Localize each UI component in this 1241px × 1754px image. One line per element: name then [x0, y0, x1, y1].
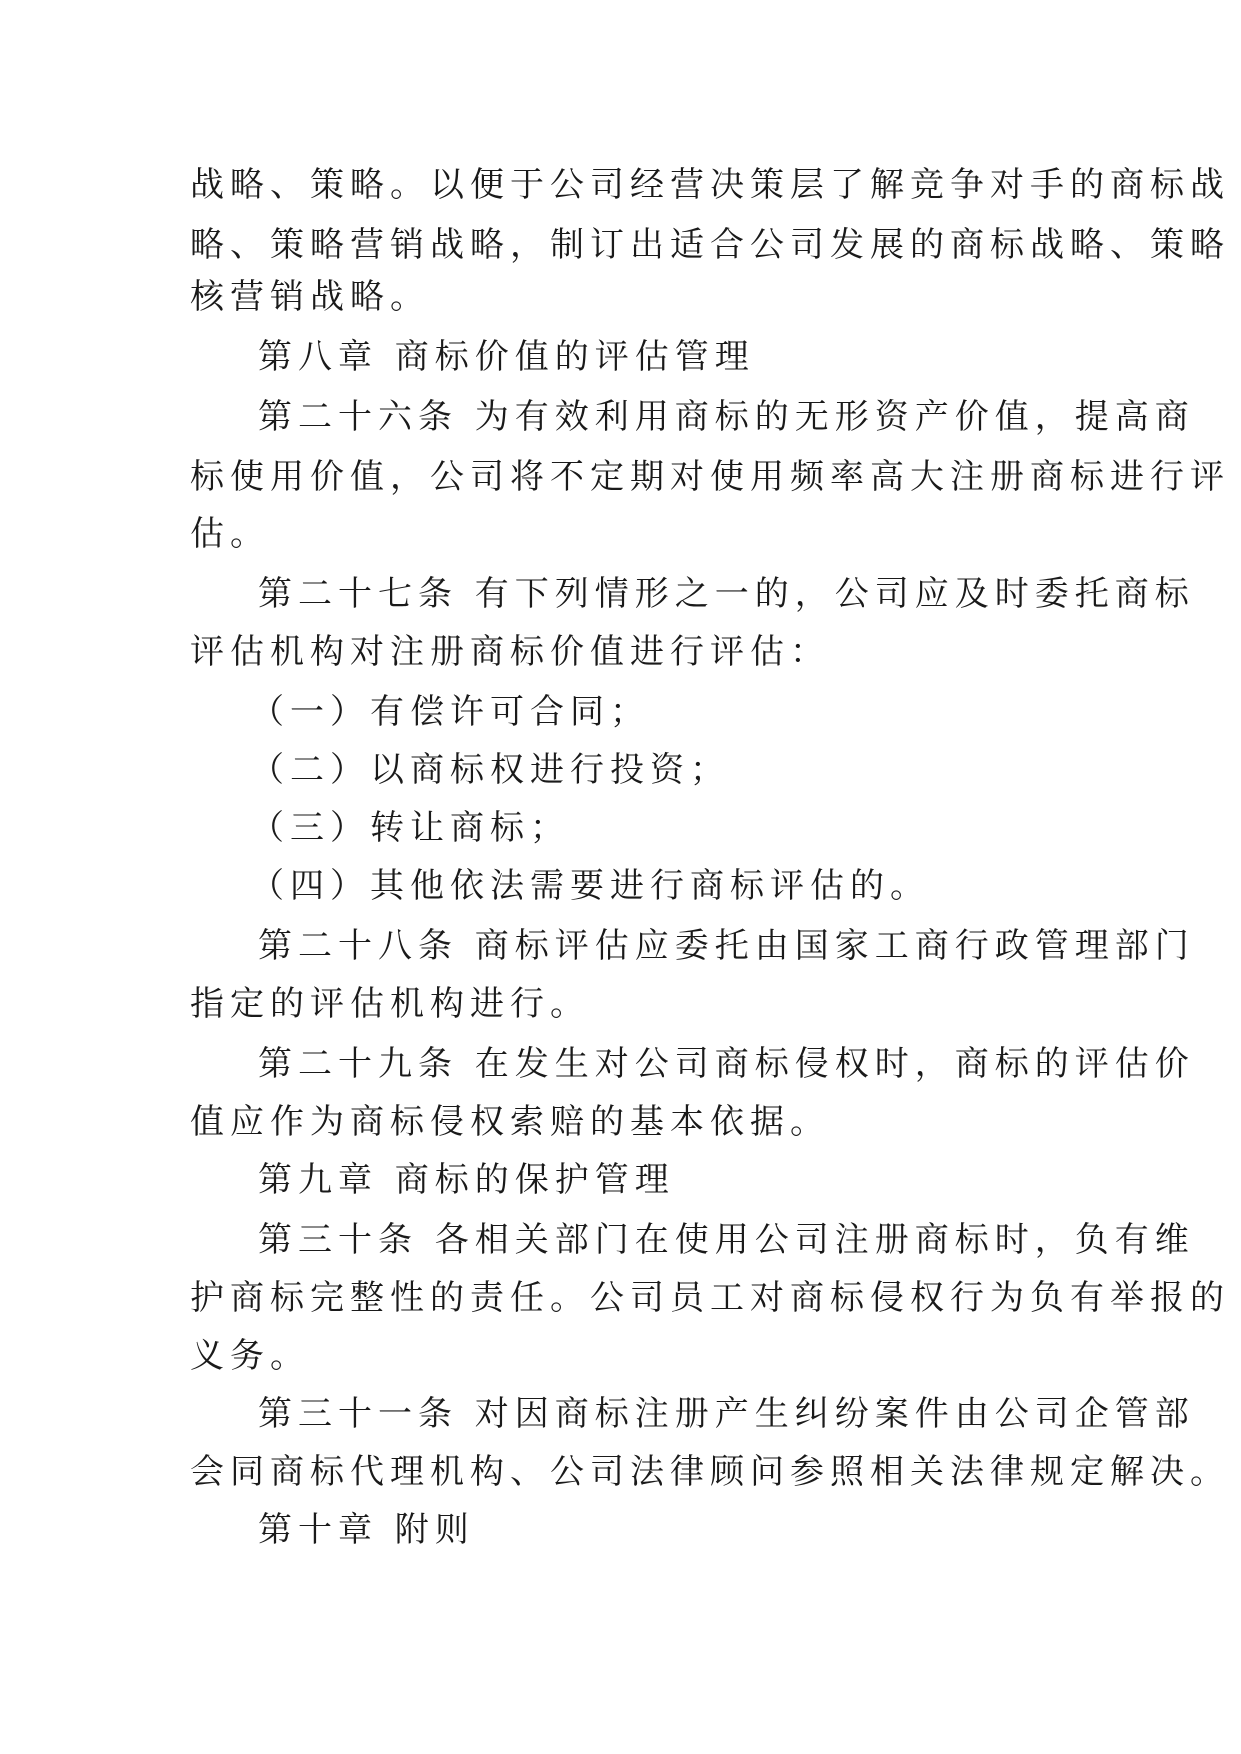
body-text-line: 评估机构对注册商标价值进行评估： — [190, 632, 830, 672]
list-item: （四）其他依法需要进行商标评估的。 — [250, 866, 930, 906]
body-text-line: 估。 — [190, 514, 270, 554]
list-item: （一）有偿许可合同； — [250, 692, 650, 732]
body-text-line: 护商标完整性的责任。公司员工对商标侵权行为负有举报的 — [190, 1278, 1230, 1318]
article-start-line: 第二十七条 有下列情形之一的，公司应及时委托商标 — [258, 574, 1195, 614]
body-text-line: 值应作为商标侵权索赔的基本依据。 — [190, 1102, 830, 1142]
chapter-heading: 第九章 商标的保护管理 — [258, 1160, 675, 1200]
body-text-line: 会同商标代理机构、公司法律顾问参照相关法律规定解决。 — [190, 1452, 1230, 1492]
article-start-line: 第三十条 各相关部门在使用公司注册商标时，负有维 — [258, 1220, 1195, 1260]
body-text-line: 义务。 — [190, 1336, 310, 1376]
article-start-line: 第二十九条 在发生对公司商标侵权时，商标的评估价 — [258, 1044, 1195, 1084]
list-item: （三）转让商标； — [250, 808, 570, 848]
body-text-line: 标使用价值，公司将不定期对使用频率高大注册商标进行评 — [190, 457, 1230, 497]
article-start-line: 第三十一条 对因商标注册产生纠纷案件由公司企管部 — [258, 1394, 1195, 1434]
body-text-line: 战略、策略。以便于公司经营决策层了解竞争对手的商标战 — [190, 165, 1230, 205]
body-text-line: 核营销战略。 — [190, 277, 430, 317]
article-start-line: 第二十六条 为有效利用商标的无形资产价值，提高商 — [258, 397, 1195, 437]
body-text-line: 指定的评估机构进行。 — [190, 984, 590, 1024]
list-item: （二）以商标权进行投资； — [250, 750, 730, 790]
chapter-heading: 第八章 商标价值的评估管理 — [258, 337, 755, 377]
body-text-line: 略、策略营销战略，制订出适合公司发展的商标战略、策略 — [190, 225, 1230, 265]
chapter-heading: 第十章 附则 — [258, 1510, 475, 1550]
article-start-line: 第二十八条 商标评估应委托由国家工商行政管理部门 — [258, 926, 1195, 966]
